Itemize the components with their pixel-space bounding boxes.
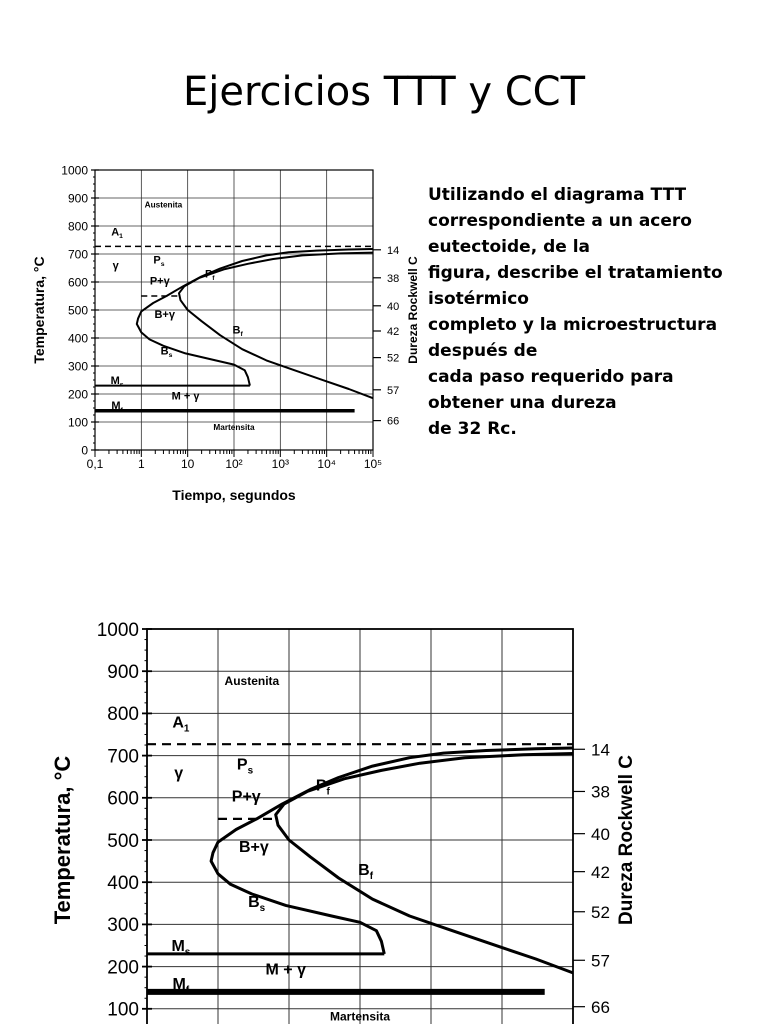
region-label-mf: $M_f$	[111, 400, 123, 414]
instruction-line: Utilizando el diagrama TTT	[428, 185, 687, 205]
y-tick-label: 800	[107, 704, 139, 726]
region-label-ps: $P_s$	[236, 756, 254, 777]
hardness-value: 52	[387, 352, 400, 365]
instruction-line: correspondiente a un acero	[428, 211, 692, 231]
hardness-value: 38	[387, 272, 400, 285]
hardness-value: 42	[387, 325, 400, 338]
y-tick-label: 800	[67, 219, 88, 234]
hardness-value: 57	[387, 384, 400, 397]
region-label-martensita: Martensita	[213, 423, 255, 433]
region-label-ms: $M_s$	[110, 374, 124, 389]
hardness-value: 42	[591, 862, 610, 882]
region-label-bf: $B_f$	[358, 862, 374, 883]
instruction-line: isotérmico	[428, 289, 529, 309]
region-label-bf: $B_f$	[232, 324, 243, 339]
y-tick-label: 1000	[61, 163, 88, 178]
instruction-line: obtener una dureza	[428, 393, 617, 413]
region-label-pf: $P_f$	[315, 777, 330, 798]
hardness-axis-label: Dureza Rockwell C	[406, 256, 420, 364]
y-tick-label: 400	[107, 873, 139, 895]
y-tick-label: 500	[107, 830, 139, 852]
y-axis-label: Temperatura, °C	[31, 256, 47, 364]
hardness-value: 14	[591, 740, 610, 760]
region-label-a1: $A_1$	[111, 226, 123, 241]
x-tick-label: 10⁴	[317, 457, 336, 471]
region-label-b: B+γ	[238, 838, 269, 856]
x-tick-label: 0,1	[86, 457, 104, 471]
region-label-mf: $M_f$	[172, 976, 190, 997]
region-label-m: M + γ	[265, 961, 306, 979]
region-label-martensita: Martensita	[329, 1009, 391, 1024]
y-tick-label: 200	[67, 387, 88, 402]
hardness-value: 14	[387, 244, 400, 257]
region-label-symbol: γ	[112, 260, 119, 273]
hardness-value: 40	[387, 300, 400, 313]
region-label-p: P+γ	[231, 788, 261, 806]
x-tick-label: 10	[180, 457, 195, 471]
hardness-value: 66	[591, 997, 610, 1017]
region-label-austenita: Austenita	[224, 674, 280, 689]
region-label-symbol: γ	[174, 765, 184, 783]
y-tick-label: 300	[67, 359, 88, 374]
region-label-pf: $P_f$	[204, 268, 215, 283]
instruction-line: cada paso requerido para	[428, 367, 674, 387]
y-tick-label: 600	[107, 788, 139, 810]
x-tick-label: 10³	[271, 457, 290, 471]
hardness-axis-label: Dureza Rockwell C	[616, 755, 637, 925]
hardness-value: 66	[387, 415, 400, 428]
region-label-b: B+γ	[154, 309, 175, 322]
y-tick-label: 100	[67, 415, 88, 430]
instruction-line: figura, describe el tratamiento	[428, 263, 723, 283]
instruction-line: después de	[428, 341, 538, 361]
hardness-value: 57	[591, 951, 610, 971]
y-tick-label: 400	[67, 331, 88, 346]
region-label-p: P+γ	[149, 275, 170, 288]
slide-title: Ejercicios TTT y CCT	[182, 69, 586, 115]
y-tick-label: 900	[107, 662, 139, 684]
x-axis-label: Tiempo, segundos	[172, 487, 296, 503]
x-tick-label: 10²	[225, 457, 243, 471]
hardness-value: 52	[591, 902, 610, 922]
region-label-a1: $A_1$	[172, 714, 190, 735]
y-tick-label: 500	[67, 303, 88, 318]
y-tick-label: 0	[81, 443, 88, 458]
y-tick-label: 200	[107, 957, 139, 979]
y-tick-label: 100	[107, 999, 139, 1021]
x-tick-label: 10⁵	[363, 457, 383, 471]
y-tick-label: 600	[67, 275, 88, 290]
region-label-ms: $M_s$	[171, 938, 191, 959]
y-tick-label: 900	[67, 191, 88, 206]
y-tick-label: 1000	[96, 619, 139, 641]
y-axis-label: Temperatura, °C	[50, 755, 75, 925]
region-label-bs: $B_s$	[248, 893, 266, 914]
y-tick-label: 700	[67, 247, 88, 262]
instruction-line: eutectoide, de la	[428, 237, 590, 257]
instruction-line: completo y la microestructura	[428, 315, 718, 335]
region-label-austenita: Austenita	[144, 200, 183, 210]
y-tick-label: 700	[107, 746, 139, 768]
region-label-m: M + γ	[171, 390, 200, 403]
region-label-bs: $B_s$	[160, 345, 173, 360]
hardness-value: 38	[591, 782, 610, 802]
region-label-ps: $P_s$	[153, 254, 165, 269]
y-tick-label: 300	[107, 915, 139, 937]
x-tick-label: 1	[137, 457, 145, 471]
hardness-value: 40	[591, 824, 610, 844]
instruction-line: de 32 Rc.	[428, 419, 517, 439]
